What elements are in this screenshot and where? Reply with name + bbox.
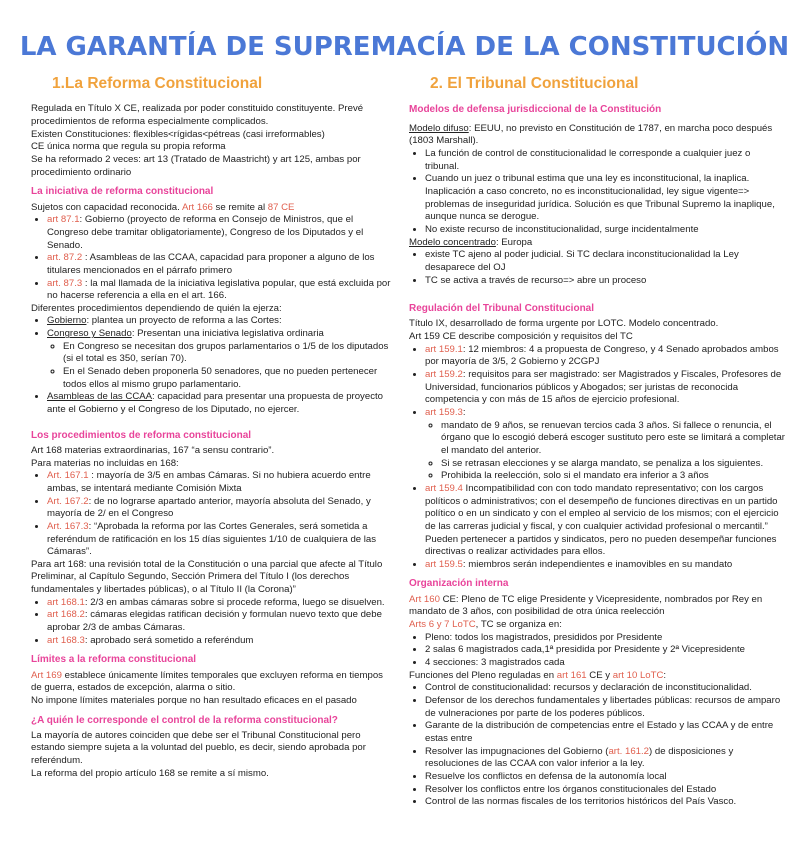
article-ref: art. 161.2 <box>608 745 649 757</box>
left-column <box>31 74 393 780</box>
subheading-regulacion: Regulación del Tribunal Constitucional <box>409 303 595 315</box>
list-item: ◦ mandato de 9 años, se renuevan tercios cada 3 años. Si fallece o renuncia, el órgano que lo escogió deberá escoger sustituto pero este se limitará a completar el mandato del anterior. <box>441 420 787 458</box>
intro-text: Regulada en Título X CE, realizada por poder constituido constituyente. Prevé procedimientos de reforma especialmente complicados. <box>31 103 364 128</box>
list-item: • art 159.4 Incompatibilidad con con todo mandato representativo; con los cargos políticos o administrativos; con el desempeño de funciones directivas en un partido político o en un sindicato y con el empleo al servicio de los mismos; con el ejercicio de las carreras judicial y fiscal, y con cualquier actividad profesional o mercantil.” Pueden pertenecer a partidos y sindicatos, pero no pueden desempeñar funciones directivas o realizar actividades para ellos. <box>425 483 787 559</box>
paragraph: Funciones del Pleno reguladas en art 161 CE y art 10 LoTC: <box>409 669 667 681</box>
list-item: • Art. 167.1 : mayoría de 3/5 en ambas Cámaras. Si no hubiera acuerdo entre ambas, se intentará mediante Comisión Mixta <box>47 470 393 495</box>
list-item: • art. 87.2 : Asambleas de las CCAA, capacidad para proponer a alguno de los titulares mencionados en el párrafo primero <box>47 252 393 277</box>
section-heading-reforma: 1.La Reforma Constitucional <box>52 75 263 92</box>
article-ref: art 161 <box>556 669 587 681</box>
article-ref: art 168.3 <box>47 634 85 646</box>
paragraph: Art 159 CE describe composición y requisitos del TC <box>409 331 633 343</box>
list-item: • existe TC ajeno al poder judicial. Si TC declara inconstitucionalidad la Ley desaparece del OJ <box>425 249 787 274</box>
intro-text: Se ha reformado 2 veces: art 13 (Tratado de Maastricht) y art 125, ambas por procedimiento ordinario <box>31 154 361 178</box>
list-item: • 4 secciones: 3 magistrados cada <box>425 657 787 670</box>
list <box>31 597 393 648</box>
article-ref: Art. 167.1 <box>47 470 89 482</box>
list-item: • Resolver las impugnaciones del Gobierno (art. 161.2) de disposiciones y resoluciones de las CCAA con valor inferior a la ley. <box>425 746 787 771</box>
list <box>409 344 787 572</box>
list-item: • art 168.2: cámaras elegidas ratifican decisión y formulan nuevo texto que debe aprobar 2/3 de ambas Cámaras. <box>47 609 393 634</box>
paragraph: Modelo concentrado: Europa <box>409 236 533 248</box>
paragraph: Diferentes procedimientos dependiendo de quién la ejerza: <box>31 302 282 314</box>
list-item: • 2 salas 6 magistrados cada,1ª presidida por Presidente y 2ª Vicepresidente <box>425 644 787 657</box>
article-ref: art 10 LoTC <box>612 669 664 681</box>
section-heading-tribunal: 2. El Tribunal Constitucional <box>430 75 639 92</box>
article-ref: art 159.5 <box>425 558 463 570</box>
right-column <box>409 74 787 809</box>
paragraph: Título IX, desarrollado de forma urgente por LOTC. Modelo concentrado. <box>409 318 719 330</box>
article-ref: art 159.1 <box>425 343 463 355</box>
list-item: ◦ Prohibida la reelección, solo si el mandato era inferior a 3 años <box>441 470 787 483</box>
paragraph: Art 168 materias extraordinarias, 167 “a sensu contrario”. <box>31 444 275 456</box>
paragraph: Para materias no incluidas en 168: <box>31 457 179 469</box>
list-item: • TC se activa a través de recurso=> abre un proceso <box>425 275 787 288</box>
article-ref: art 168.1 <box>47 596 85 608</box>
list-item: • Garante de la distribución de competencias entre el Estado y las CCAA y de entre estas entre <box>425 720 787 745</box>
subheading-procedimientos: Los procedimientos de reforma constitucional <box>31 429 252 441</box>
list-item: • Resuelve los conflictos en defensa de la autonomía local <box>425 771 787 784</box>
list-item: • art 159.1: 12 miembros: 4 a propuesta de Congreso, y 4 Senado aprobados ambos por mayoría de 3/5, 2 Gobierno y 2CGPJ <box>425 344 787 369</box>
list-item: • Asambleas de las CCAA: capacidad para presentar una propuesta de proyecto ante el Gobierno y el Congreso de los Diputado, no ejercer. <box>47 391 393 416</box>
paragraph: La reforma del propio artículo 168 se remite a sí mismo. <box>31 767 269 779</box>
subheading-iniciativa: La iniciativa de reforma constitucional <box>31 186 214 198</box>
list <box>409 682 787 809</box>
article-ref: Art 169 <box>31 669 62 681</box>
paragraph: Sujetos con capacidad reconocida. Art 166 se remite al 87 CE <box>31 201 295 213</box>
list-item: • Resolver los conflictos entre los órganos constitucionales del Estado <box>425 784 787 797</box>
list-item: • Defensor de los derechos fundamentales y libertades públicas: recursos de amparo de vulneraciones por parte de los poderes públicos. <box>425 695 787 720</box>
list <box>409 632 787 670</box>
article-ref: Arts 6 y 7 LoTC <box>409 618 476 630</box>
article-ref: art 168.2 <box>47 609 85 621</box>
list <box>409 249 787 287</box>
article-ref: art 159.3 <box>425 406 463 418</box>
article-ref: art. 87.3 <box>47 277 83 289</box>
list-item: • Art. 167.2: de no lograrse apartado anterior, mayoría absoluta del Senado, y mayoría de 2/ en el Congreso <box>47 496 393 521</box>
list-item: • art 168.1: 2/3 en ambas cámaras sobre si procede reforma, luego se disuelven. <box>47 597 393 610</box>
list-item: ◦ Si se retrasan elecciones y se alarga mandato, se penaliza a los siguientes. <box>441 458 787 471</box>
article-ref: art 87.1 <box>47 214 80 226</box>
paragraph: Art 160 CE: Pleno de TC elige Presidente y Vicepresidente, nombrados por Rey en mandato de 3 años, con posibilidad de otra única reelección <box>409 593 763 618</box>
article-ref: Art. 167.3 <box>47 520 89 532</box>
list-item: • Control de constitucionalidad: recursos y declaración de inconstitucionalidad. <box>425 682 787 695</box>
article-ref: Art 160 <box>409 593 440 605</box>
list-item: ◦ En Congreso se necesitan dos grupos parlamentarios o 1/5 de los diputados (si el total es 350, serían 70). <box>63 341 393 366</box>
article-ref: Art 166 <box>181 201 213 213</box>
list-item: • La función de control de constitucionalidad le corresponde a cualquier juez o tribunal. <box>425 148 787 173</box>
list <box>409 148 787 237</box>
paragraph: Modelo difuso: EEUU, no previsto en Constitución de 1787, en marcha poco después (1803 Marshall). <box>409 122 773 147</box>
list-item: • Congreso y Senado: Presentan una iniciativa legislativa ordinaria ◦ En Congreso se necesitan dos grupos parlamentarios o 1/5 de los diputados (si el total es 350, serían 70). ◦ En el Senado deben proponerla 50 senadores, que no pueden pertenecer todos ellos al mismo grupo parlamentario. <box>47 328 393 391</box>
list-item: • art 159.3: ◦ mandato de 9 años, se renuevan tercios cada 3 años. Si fallece o renuncia, el órgano que lo escogió deberá escoger sustituto pero este se limitará a completar el mandato del anterior. ◦ Si se retrasan elecciones y se alarga mandato, se penaliza a los siguientes. ◦ Prohibida la reelección, solo si el mandato era inferior a 3 años <box>425 407 787 483</box>
list <box>31 315 393 416</box>
article-ref: art 159.4 <box>425 482 463 494</box>
list-item: • Cuando un juez o tribunal estima que una ley es inconstitucional, la inaplica. Inaplicación a caso concreto, no es inconstitucionalidad, ley sigue vigente=> problemas de inseguridad jurídica. Solución es que Tribunal Supremo la inaplique, aunque nunca se derogue. <box>425 173 787 224</box>
page-title: LA GARANTÍA DE SUPREMACÍA DE LA CONSTITUCIÓN <box>19 32 790 62</box>
list-item: • art 168.3: aprobado será sometido a referéndum <box>47 635 393 648</box>
article-ref: Art. 167.2 <box>47 495 89 507</box>
article-ref: art 159.2 <box>425 368 463 380</box>
paragraph: No impone límites materiales porque no han resultado eficaces en el pasado <box>31 694 357 706</box>
paragraph: Arts 6 y 7 LoTC, TC se organiza en: <box>409 618 562 630</box>
list-item: • art 159.5: miembros serán independientes e inamovibles en su mandato <box>425 559 787 572</box>
sub-list <box>425 420 787 483</box>
intro-text: Existen Constituciones: flexibles<rígidas<pétreas (casi irreformables) <box>31 128 325 140</box>
list-item: ◦ En el Senado deben proponerla 50 senadores, que no pueden pertenecer todos ellos al mismo grupo parlamentario. <box>63 366 393 391</box>
subheading-quien: ¿A quién le corresponde el control de la reforma constitucional? <box>31 714 338 726</box>
subheading-limites: Límites a la reforma constitucional <box>31 654 197 666</box>
subheading-modelos: Modelos de defensa jurisdiccional de la Constitución <box>409 104 662 116</box>
list-item: • art 159.2: requisitos para ser magistrado: ser Magistrados y Fiscales, Profesores de Universidad, funcionarios públicos y Abogados; ser juristas de reconocida competencia y con más de 15 años de ejercicio profesional. <box>425 369 787 407</box>
paragraph: Art 169 establece únicamente límites temporales que excluyen reforma en tiempos de guerra, estados de excepción, alarma o sitio. <box>31 669 383 694</box>
sub-list <box>47 341 393 392</box>
list-item: • Gobierno: plantea un proyecto de reforma a las Cortes: <box>47 315 393 328</box>
list <box>31 214 393 303</box>
list-item: • Control de las normas fiscales de los territorios históricos del País Vasco. <box>425 796 787 809</box>
intro-text: CE única norma que regula su propia reforma <box>31 141 226 153</box>
list <box>31 470 393 559</box>
list-item: • art 87.1: Gobierno (proyecto de reforma en Consejo de Ministros, que el Congreso debe tramitar obligatoriamente), Congreso de los Diputados y el Senado. <box>47 214 393 252</box>
paragraph: Para art 168: una revisión total de la Constitución o una parcial que afecte al Título Preliminar, al Capítulo Segundo, Sección Primera del Título I (los derechos fundamentales y libertades públicas), o al Título II (la Corona)” <box>31 558 383 596</box>
article-ref: art. 87.2 <box>47 252 83 264</box>
subheading-organizacion: Organización interna <box>409 578 509 590</box>
list-item: • No existe recurso de inconstitucionalidad, surge incidentalmente <box>425 224 787 237</box>
paragraph: La mayoría de autores coinciden que debe ser el Tribunal Constitucional pero estando siempre sujeta a la voluntad del pueblo, es decir, siendo aprobada por referéndum. <box>31 729 366 767</box>
list-item: • Pleno: todos los magistrados, presididos por Presidente <box>425 632 787 645</box>
list-item: • Art. 167.3: “Aprobada la reforma por las Cortes Generales, será sometida a referéndum de ratificación en los 15 días siguientes 1/10 de cualquiera de las Cámaras”. <box>47 521 393 559</box>
list-item: • art. 87.3 : la mal llamada de la iniciativa legislativa popular, que está excluida por no hacerse referencia a ella en el art. 166. <box>47 278 393 303</box>
article-ref: 87 CE <box>267 201 295 213</box>
